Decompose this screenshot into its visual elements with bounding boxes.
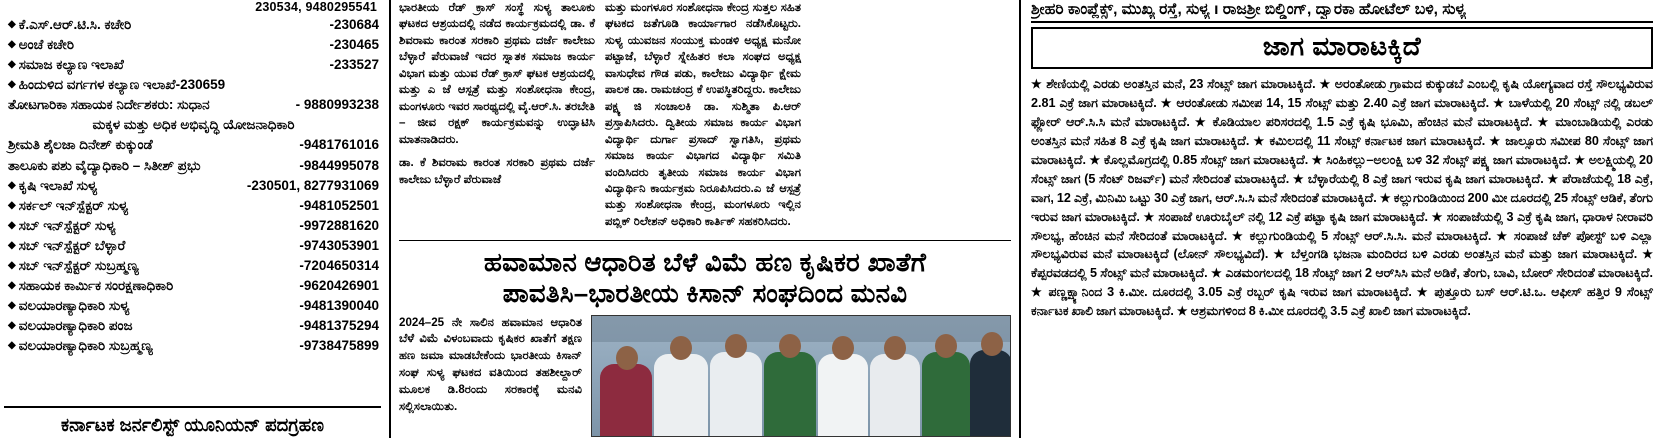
star-icon: ★ bbox=[1311, 152, 1323, 167]
ad-item: ಶೇಣಿಯಲ್ಲಿ ಎರಡು ಅಂತಸ್ತಿನ ಮನೆ, 23 ಸೆಂಟ್ಸ್ ಜಾಗ ಮಾರಾಟಕ್ಕಿದೆ. bbox=[1046, 77, 1316, 92]
star-icon: ★ bbox=[1143, 209, 1155, 224]
star-icon: ★ bbox=[1231, 228, 1245, 243]
bullet-icon: ◆ bbox=[8, 259, 16, 271]
directory-entry bbox=[8, 276, 379, 296]
ad-item: ಪುತ್ತೂರು ಬಸ್ ಆರ್.ಟಿ.ಒ. ಆಫೀಸ್ ಹತ್ತಿರ 9 ಸೆಂಟ್ಸ್ ಕರ್ನಾಟಕ ಖಾಲಿ ಜಾಗ ಮಾರಾಟಕ್ಕಿದೆ. bbox=[1031, 285, 1653, 319]
star-icon: ★ bbox=[1431, 209, 1443, 224]
ad-item: ಕೆಪ್ಪರವಡದಲ್ಲಿ 5 ಸೆಂಟ್ಸ್ ಮನೆ ಮಾರಾಟಕ್ಕಿದೆ. bbox=[1031, 266, 1208, 281]
directory-block-label: ಶ್ರೀಮತಿ ಶೈಲಜಾ ದಿನೇಶ್ ಕುಕ್ಕುಂಡೆ bbox=[8, 137, 153, 153]
column-divider bbox=[389, 0, 391, 438]
directory-entry bbox=[8, 256, 379, 276]
bullet-icon: ◆ bbox=[8, 239, 16, 251]
directory-block-horticulture bbox=[8, 95, 379, 115]
photo-person bbox=[654, 354, 708, 436]
photo-person bbox=[600, 364, 652, 436]
directory-entry-name: ಸಬ್ ಇನ್‌ಸ್ಪೆಕ್ಟರ್ ಸುಳ್ಯ bbox=[18, 217, 116, 233]
ad-item: ಕಲ್ಲುಗುಂಡಿಯಲ್ಲಿ 5 ಸೆಂಟ್ಸ್ ಆರ್.ಸಿ.ಸಿ. ಮನೆ ಮಾರಾಟಕ್ಕಿದೆ. bbox=[1249, 228, 1492, 243]
directory-block-phone: -9481761016 bbox=[299, 137, 379, 153]
directory-entry-name: ಕೃಷಿ ಇಲಾಖೆ ಸುಳ್ಯ bbox=[18, 177, 98, 193]
star-icon: ★ bbox=[1089, 152, 1101, 167]
bullet-icon: ◆ bbox=[8, 319, 16, 331]
directory-entry-phone: -230501, 8277931069 bbox=[246, 177, 379, 193]
news-paragraph: ಮತ್ತು ಮಂಗಳೂರ ಸಂಶೋಧನಾ ಕೇಂದ್ರ ಸುತ್ತಲ ಸಹಿತ ಘಟಕದ ಜತೆಗೂಡಿ ಕಾರ್ಯಾಗಾರ ನಡೆಸಿಕೊಟ್ಟರು. ಸುಳ್ಯ ಯುವಜನ ಸಂಯುಕ್ತ ಮಂಡಳಿ ಅಧ್ಯಕ್ಷ ಮನೋ ಪಟ್ಟಾಜೆ, ಬೆಳ್ಳಾರೆ ಸ್ನೇಹಿತರ ಕಲಾ ಸಂಘದ ಅಧ್ಯಕ್ಷ ವಾಸುಧೇವ ಗೌಡ ಪಡು, ಕಾಲೇಜು ವಿದ್ಯಾರ್ಥಿ ಕ್ಷೇಮ ಪಾಲಕ ಡಾ. ರಾಮಚಂದ್ರ ಕೆ ಉಪಸ್ಥಿತರಿದ್ದರು. ಕಾಲೇಜು ಪಕ್ಷ್ಯ ಜಿ ಸಂಚಾಲಕಿ ಡಾ. ಸುಶ್ಮಿತಾ ಪಿ.ಆರ್ ಪ್ರಸ್ತಾಪಿಸಿದರು. ದ್ವಿತೀಯ ಸಮಾಜ ಕಾರ್ಯ ವಿಭಾಗ ವಿದ್ಯಾರ್ಥಿ ದುರ್ಗಾ ಪ್ರಸಾದ್ ಸ್ವಾಗತಿಸಿ, ಪ್ರಥಮ ಸಮಾಜ ಕಾರ್ಯ ವಿಭಾಗದ ವಿದ್ಯಾರ್ಥಿ ಸಮಿತಿ ವಂದಿಸಿದರು ತೃತೀಯ ಸಮಾಜ ಕಾರ್ಯ ವಿಭಾಗ ವಿದ್ಯಾರ್ಥಿನಿ ಕಾರ್ಯಕ್ರಮ ನಿರೂಪಿಸಿದರು.ಎ ಜೆ ಆಸ್ಪತ್ರೆ ಮತ್ತು ಸಂಶೋಧನಾ ಕೇಂದ್ರ, ಮಂಗಳೂರು ಇಲ್ಲಿನ ಪಬ್ಲಿಕ್ ರಿಲೇಶನ್ ಅಧಿಕಾರಿ ಕಾರ್ತಿಕ್ ಸಹಕರಿಸಿದರು. bbox=[605, 1, 801, 228]
directory-entry bbox=[8, 75, 379, 95]
directory-entry-name: ಸಬ್ ಇನ್‌ಸ್ಪೆಕ್ಟರ್ ಬೆಳ್ಳಾರೆ bbox=[18, 237, 126, 253]
divider bbox=[399, 240, 1011, 241]
photo-person bbox=[922, 352, 970, 436]
star-icon: ★ bbox=[1496, 228, 1509, 243]
article-lower-block bbox=[399, 315, 1011, 437]
bullet-icon: ◆ bbox=[8, 38, 16, 50]
divider bbox=[1031, 21, 1653, 23]
photo-person-head bbox=[725, 334, 747, 358]
directory-entry-phone: -7204650314 bbox=[299, 257, 379, 273]
star-icon: ★ bbox=[1319, 77, 1331, 92]
star-icon: ★ bbox=[1211, 266, 1223, 281]
directory-entry-name: ಸಮಾಜ ಕಲ್ಯಾಣ ಇಲಾಖೆ bbox=[18, 56, 124, 72]
directory-entry-phone: -9743053901 bbox=[299, 237, 379, 253]
ad-item: ಸಿಂಹಿಕಲ್ಲು–ಅಲಂಕ್ಷಿ ಬಳಿ 32 ಸೆಂಟ್ಸ್ ಪಕ್ಷ್ಯ ಜಾಗ ಮಾರಾಟಕ್ಕಿದೆ. bbox=[1326, 152, 1571, 167]
ads-listing-body bbox=[1031, 75, 1653, 321]
directory-entry bbox=[8, 316, 379, 336]
photo-person-head bbox=[616, 346, 638, 370]
directory-entry-name: ವಲಯಾರಣ್ಯಾಧಿಕಾರಿ ಸುಬ್ರಹ್ಮಣ್ಯ bbox=[18, 337, 153, 353]
news-paragraph-column-1 bbox=[399, 0, 595, 237]
directory-entry-phone: -9972881620 bbox=[299, 217, 379, 233]
bullet-icon: ◆ bbox=[8, 19, 16, 30]
directory-top-number: 230534, 9480295541 bbox=[255, 0, 377, 14]
directory-entry-phone: -9481052501 bbox=[299, 197, 379, 213]
star-icon: ★ bbox=[1031, 77, 1043, 92]
ad-item: ಸಂಪಾಜೆ ಚೆಕ್ ಪೋಸ್ಟ್ ಬಳಿ ಎಲ್ಲಾ ಸೌಲಭ್ಯವಿರುವ ಮನೆ ಮಾರಾಟಕ್ಕಿದೆ (ಲೋನ್ ಸೌಲಭ್ಯವಿದೆ). bbox=[1031, 228, 1654, 262]
star-icon: ★ bbox=[1160, 96, 1173, 111]
article-lead-text bbox=[399, 315, 582, 437]
ad-item: ಕೊಡಿಯಾಲ ಪರಿಸರದಲ್ಲಿ 1.5 ಎಕ್ರೆ ಕೃಷಿ ಭೂಮಿ, ಹೆಂಚಿನ ಮನೆ ಮಾರಾಟಕ್ಕಿದೆ. bbox=[1212, 115, 1533, 130]
article-headline-line-1: ಹವಾಮಾನ ಆಧಾರಿತ ಬೆಳೆ ವಿಮೆ ಹಣ ಕೃಷಿಕರ ಖಾತೆಗೆ bbox=[483, 247, 927, 278]
directory-block-phone: -9844995078 bbox=[299, 157, 379, 173]
directory-footer-headline: ಕರ್ನಾಟಕ ಜರ್ನಲಿಸ್ಟ್ ಯೂನಿಯನ್ ಪದಗ್ರಹಣ bbox=[60, 415, 324, 435]
directory-entry-name: ಸರ್ಕಲ್ ಇನ್‌ಸ್ಪೆಕ್ಟರ್ ಸುಳ್ಯ bbox=[18, 197, 129, 213]
news-top-body bbox=[399, 0, 1011, 237]
news-paragraph: ಡಾ. ಕೆ ಶಿವರಾಮ ಕಾರಂತ ಸರಕಾರಿ ಪ್ರಥಮ ದರ್ಜೆ ಕಾಲೇಜು ಬೆಳ್ಳಾರೆ ಪೆರುವಾಜೆ bbox=[399, 156, 595, 186]
news-paragraph-column-3 bbox=[811, 0, 1007, 237]
bullet-icon: ◆ bbox=[8, 78, 16, 90]
ad-item: ಕಲ್ಲುಗುಂಡಿಯಿಂದ 200 ಮೀ ದೂರದಲ್ಲಿ 25 ಸೆಂಟ್ಸ್ ಆಡಿಕೆ, ತೆಂಗು ಇರುವ ಜಾಗ ಮಾರಾಟಕ್ಕಿದೆ. bbox=[1031, 190, 1653, 224]
directory-entry-phone: -230465 bbox=[329, 36, 379, 52]
directory-entry-phone: -9620426901 bbox=[299, 277, 379, 293]
photo-person bbox=[870, 354, 920, 436]
contact-directory-column bbox=[0, 0, 385, 438]
ads-address-line: ಶ್ರೀಹರಿ ಕಾಂಪ್ಲೆಕ್ಸ್, ಮುಖ್ಯ ರಸ್ತೆ, ಸುಳ್ಯ ı ರಾಜಶ್ರೀ ಬಿಲ್ಡಿಂಗ್, ದ್ವಾರಕಾ ಹೋಟೆಲ್ ಬಳಿ, ಸುಳ್ಯ bbox=[1031, 1, 1466, 18]
directory-entry bbox=[8, 336, 379, 356]
directory-entry-phone: -9481375294 bbox=[299, 317, 379, 333]
ad-item: ಮಾಂಬಾಡಿಯಲ್ಲಿ ಎರಡು ಅಂತಸ್ತಿನ ಮನೆ ಸಹಿತ 8 ಎಕ್ರೆ ಕೃಷಿ ಜಾಗ ಮಾರಾಟಕ್ಕಿದೆ. bbox=[1031, 115, 1654, 149]
directory-entry bbox=[8, 176, 379, 196]
bullet-icon: ◆ bbox=[8, 58, 16, 70]
directory-entry-name: ಸಹಾಯಕ ಕಾರ್ಮಿಕ ಸಂರಕ್ಷಣಾಧಿಕಾರಿ bbox=[18, 277, 174, 293]
ad-item: ಅರಂತೋಡು ಗ್ರಾಮದ ಕುಕ್ಕುಡಬೆ ಎಂಬಲ್ಲಿ ಕೃಷಿ ಯೋಗ್ಯವಾದ ರಸ್ತೆ ಸೌಲಭ್ಯವಿರುವ 2.81 ಎಕ್ರೆ ಜಾಗ ಮಾರಾಟಕ್ಕಿದೆ. bbox=[1031, 77, 1653, 111]
photo-person bbox=[764, 352, 816, 436]
star-icon: ★ bbox=[1642, 247, 1654, 262]
star-icon: ★ bbox=[1194, 115, 1208, 130]
directory-entry bbox=[8, 296, 379, 316]
ad-item: ಜಾಲ್ಸೂರು ಸಮೀಪ 80 ಸೆಂಟ್ಸ್ ಜಾಗ ಮಾರಾಟಕ್ಕಿದೆ. bbox=[1031, 134, 1654, 167]
classified-ads-column bbox=[1025, 0, 1661, 438]
article-headline bbox=[399, 247, 1011, 308]
star-icon: ★ bbox=[1176, 304, 1188, 319]
star-icon: ★ bbox=[1031, 285, 1044, 300]
article-headline-line-2: ಪಾವತಿಸಿ–ಭಾರತೀಯ ಕಿಸಾನ್ ಸಂಘದಿಂದ ಮನವಿ bbox=[502, 278, 908, 309]
bullet-icon: ◆ bbox=[8, 219, 16, 231]
directory-entry bbox=[8, 55, 379, 75]
ad-item: ಕಮಿಲದಲ್ಲಿ 11 ಸೆಂಟ್ಸ್ ಕರ್ನಾಟಕ ಜಾಗ ಮಾರಾಟಕ್ಕಿದೆ. bbox=[1269, 134, 1486, 149]
news-paragraph: ಭಾರತೀಯ ರೆಡ್ ಕ್ರಾಸ್ ಸಂಸ್ಥೆ ಸುಳ್ಯ ತಾಲೂಕು ಘಟಕದ ಆಶ್ರಯದಲ್ಲಿ ನಡೆದ ಕಾರ್ಯಕ್ರಮದಲ್ಲಿ ಡಾ. ಕೆ ಶಿವರಾಮ ಕಾರಂತ ಸರಕಾರಿ ಪ್ರಥಮ ದರ್ಜೆ ಕಾಲೇಜು ಬೆಳ್ಳಾರೆ ಪೆರುವಾಜೆ ಇದರ ಸ್ನಾತಕ ಸಮಾಜ ಕಾರ್ಯ ವಿಭಾಗ ಮತ್ತು ಯುವ ರೆಡ್ ಕ್ರಾಸ್ ಘಟಕ ಆಶ್ರಯದಲ್ಲಿ ಮತ್ತು ಎ ಜೆ ಆಸ್ಪತ್ರೆ ಮತ್ತು ಸಂಶೋಧನಾ ಕೇಂದ್ರ, ಮಂಗಳೂರು ಇವರ ಸಾರಥ್ಯದಲ್ಲಿ ವೈ.ಆರ್.ಸಿ. ತರಬೇತಿ – ಜೀವ ರಕ್ಷಕ್ ಕಾರ್ಯಕ್ರಮವನ್ನು ಉದ್ಘಾಟಿಸಿ ಮಾತನಾಡಿದರು. bbox=[399, 1, 595, 146]
ad-item: ಬೆಳ್ಳಾರೆಯಲ್ಲಿ 8 ಎಕ್ರೆ ಜಾಗ ಇರುವ ಕೃಷಿ ಜಾಗ ಮಾರಾಟಕ್ಕಿದೆ. bbox=[1307, 171, 1544, 186]
photo-person bbox=[818, 354, 868, 436]
photo-person-head bbox=[832, 336, 854, 360]
directory-block-label: ತಾಲೂಕು ಪಶು ವೈದ್ಯಾಧಿಕಾರಿ – ಸಿತೀಶ್ ಪ್ರಭು bbox=[8, 157, 201, 173]
directory-entry-name: ಕೆ.ಎಸ್.ಆರ್.ಟಿ.ಸಿ. ಕಚೇರಿ bbox=[18, 17, 132, 32]
ad-item: ಅಲಕ್ಷ್ಮಿಯಲ್ಲಿ 20 ಸೆಂಟ್ಸ್ ಜಾಗ (5 ಸೆಂಟ್ ರಿಜರ್ವ್) ಮನೆ ಸೇರಿದಂತೆ ಮಾರಾಟಕ್ಕಿದೆ. bbox=[1031, 152, 1654, 186]
photo-person-head bbox=[884, 336, 906, 360]
directory-entry bbox=[8, 15, 379, 35]
directory-entry bbox=[8, 35, 379, 55]
ad-item: ಸಂಪಾಜೆ ಊರುಬೈಲ್ ನಲ್ಲಿ 12 ಎಕ್ರೆ ಪಟ್ಟಾ ಕೃಷಿ ಜಾಗ ಮಾರಾಟಕ್ಕಿದೆ. bbox=[1158, 209, 1429, 224]
directory-entry-phone: -230684 bbox=[329, 17, 379, 32]
star-icon: ★ bbox=[1537, 115, 1551, 130]
photo-person-head bbox=[779, 334, 801, 358]
ad-item: ಪಣ್ಣಕ್ಷ್ಯಾನಿಂದ 3 ಕಿ.ಮೀ. ದೂರದಲ್ಲಿ 3.05 ಎಕ್ರೆ ರಬ್ಬರ್ ಕೃಷಿ ಇರುವ ಜಾಗ ಮಾರಾಟಕ್ಕಿದೆ. bbox=[1048, 285, 1412, 300]
directory-entry-name: ವಲಯಾರಣ್ಯಾಧಿಕಾರಿ ಸುಳ್ಯ bbox=[18, 297, 130, 313]
directory-entry bbox=[8, 216, 379, 236]
star-icon: ★ bbox=[1493, 96, 1505, 111]
ad-item: ಆಶ್ರಮಗಳಿಂದ 8 ಕಿ.ಮೀ ದೂರದಲ್ಲಿ 3.5 ಎಕ್ರೆ ಖಾಲಿ ಜಾಗ ಮಾರಾಟಕ್ಕಿದೆ. bbox=[1190, 304, 1471, 319]
news-paragraph: 2024–25 ನೇ ಸಾಲಿನ ಹವಾಮಾನ ಆಧಾರಿತ ಬೆಳೆ ವಿಮೆ ವಿಳಂಬವಾದು ಕೃಷಿಕರ ಖಾತೆಗೆ ತಕ್ಷಣ ಹಣ ಜಮಾ ಮಾಡಬೇಕೆಂದು ಭಾರತೀಯ ಕಿಸಾನ್ ಸಂಘ ಸುಳ್ಯ ಘಟಕದ ವತಿಯಿಂದ ತಹಶೀಲ್ದಾರ್ ಮೂಲಕ ಡಿ.8ರಂದು ಸರಕಾರಕ್ಕೆ ಮನವಿ ಸಲ್ಲಿಸಲಾಯಿತು. bbox=[399, 315, 582, 413]
directory-block-phone: - 9880993238 bbox=[295, 96, 379, 112]
directory-block-vet bbox=[8, 156, 379, 176]
bullet-icon: ◆ bbox=[8, 279, 16, 291]
directory-entry-name: ಸಬ್ ಇನ್‌ಸ್ಪೆಕ್ಟರ್ ಸುಬ್ರಹ್ಮಣ್ಯ bbox=[18, 257, 139, 273]
ad-item: ಬೆಳ್ತಂಗಡಿ ಭಜನಾ ಮಂದಿರದ ಬಳಿ ಎರಡು ಅಂತಸ್ತಿನ ಮನೆ ಮತ್ತು ಜಾಗ ಮಾರಾಟಕ್ಕಿದೆ. bbox=[1291, 247, 1638, 262]
star-icon: ★ bbox=[1574, 152, 1586, 167]
bullet-icon: ◆ bbox=[8, 199, 16, 211]
directory-entry-name: ವಲಯಾರಣ್ಯಾಧಿಕಾರಿ ಪಂಜ bbox=[18, 317, 133, 333]
directory-entry-name: ಅಂಚೆ ಕಚೇರಿ bbox=[18, 36, 74, 52]
photo-person-head bbox=[935, 334, 957, 358]
directory-entry bbox=[8, 196, 379, 216]
directory-entry-phone: -233527 bbox=[329, 56, 379, 72]
ad-item: ಆರಂತೋಡು ಸಮೀಪ 14, 15 ಸೆಂಟ್ಸ್ ಮತ್ತು 2.40 ಎಕ್ರೆ ಜಾಗ ಮಾರಾಟಕ್ಕಿದೆ. bbox=[1176, 96, 1490, 111]
ad-item: ಕೊಲ್ಲಮೊಗ್ರದಲ್ಲಿ 0.85 ಸೆಂಟ್ಸ್ ಜಾಗ ಮಾರಾಟಕ್ಕಿದೆ. bbox=[1103, 152, 1309, 167]
star-icon: ★ bbox=[1273, 247, 1287, 262]
directory-block-child-dev bbox=[8, 135, 379, 155]
ad-item: ಪೆರಾಜೆಯಲ್ಲಿ 18 ಎಕ್ರೆ, ವಾಗ, 12 ಎಕ್ರೆ, ಮಿನಿಮಿ ಒಟ್ಟು 30 ಎಕ್ರೆ ಜಾಗ, ಆರ್.ಸಿ.ಸಿ ಮನೆ ಸೇರಿದಂತೆ ಮಾರಾಟಕ್ಕಿದೆ. bbox=[1031, 171, 1654, 205]
directory-entry bbox=[8, 236, 379, 256]
bullet-icon: ◆ bbox=[8, 339, 16, 351]
divider bbox=[4, 406, 381, 408]
article-photo bbox=[591, 315, 1011, 437]
star-icon: ★ bbox=[1292, 171, 1305, 186]
ad-item: ಎಡಮಂಗಲದಲ್ಲಿ 18 ಸೆಂಟ್ಸ್ ಜಾಗ 2 ಆರ್‌ಸಿಸಿ ಮನೆ ಅಡಿಕೆ, ತೆಂಗು, ಬಾವಿ, ಬೋರ್ ಸೇರಿದಂತೆ ಮಾರಾಟಕ್ಕಿದೆ. bbox=[1225, 266, 1654, 281]
bullet-icon: ◆ bbox=[8, 299, 16, 311]
photo-person bbox=[970, 350, 1011, 436]
star-icon: ★ bbox=[1547, 171, 1559, 186]
directory-block-child-dev-title: ಮಕ್ಕಳ ಮತ್ತು ಅಧಿಕ ಅಭಿವೃದ್ಧಿ ಯೋಜನಾಧಿಕಾರಿ bbox=[92, 117, 295, 133]
directory-entry-phone: -9738475899 bbox=[299, 337, 379, 353]
column-divider bbox=[1019, 0, 1021, 438]
directory-entry-name: ಹಿಂದುಳಿದ ವರ್ಗಗಳ ಕಲ್ಯಾಣ ಇಲಾಖೆ-230659 bbox=[18, 76, 226, 92]
ads-title: ಜಾಗ ಮಾರಾಟಕ್ಕಿದೆ bbox=[1031, 27, 1653, 69]
ad-item: ಸಂಪಾಜೆಯಲ್ಲಿ 3 ಎಕ್ರೆ ಕೃಷಿ ಜಾಗ, ಧಾರಾಳ ನೀರಾವರಿ ಸೌಲಭ್ಯ, ಹೆಂಚಿನ ಮನೆ ಸೇರಿದಂತೆ ಮಾರಾಟಕ್ಕಿದೆ. bbox=[1031, 209, 1653, 243]
article-photo-wrapper bbox=[591, 315, 1011, 437]
photo-person-head bbox=[981, 332, 1003, 356]
news-paragraph-column-2 bbox=[605, 0, 801, 237]
directory-entry-phone: -9481390040 bbox=[299, 297, 379, 313]
photo-person bbox=[710, 352, 762, 436]
star-icon: ★ bbox=[1379, 190, 1391, 205]
photo-person-head bbox=[670, 336, 692, 360]
bullet-icon: ◆ bbox=[8, 179, 16, 191]
news-column bbox=[395, 0, 1015, 438]
star-icon: ★ bbox=[1253, 134, 1266, 149]
ad-item: ಬಾಳೆಯಲ್ಲಿ 20 ಸೆಂಟ್ಸ್ ನಲ್ಲಿ ಡಬಲ್ ಫ್ಲೋರ್ ಆರ್.ಸಿ.ಸಿ ಮನೆ ಮಾರಾಟಕ್ಕಿದೆ. bbox=[1031, 96, 1654, 130]
star-icon: ★ bbox=[1416, 285, 1430, 300]
directory-block-label: ತೋಟಗಾರಿಕಾ ಸಹಾಯಕ ನಿರ್ದೇಶಕರು: ಸುಧಾನ bbox=[8, 96, 210, 112]
star-icon: ★ bbox=[1489, 134, 1502, 149]
